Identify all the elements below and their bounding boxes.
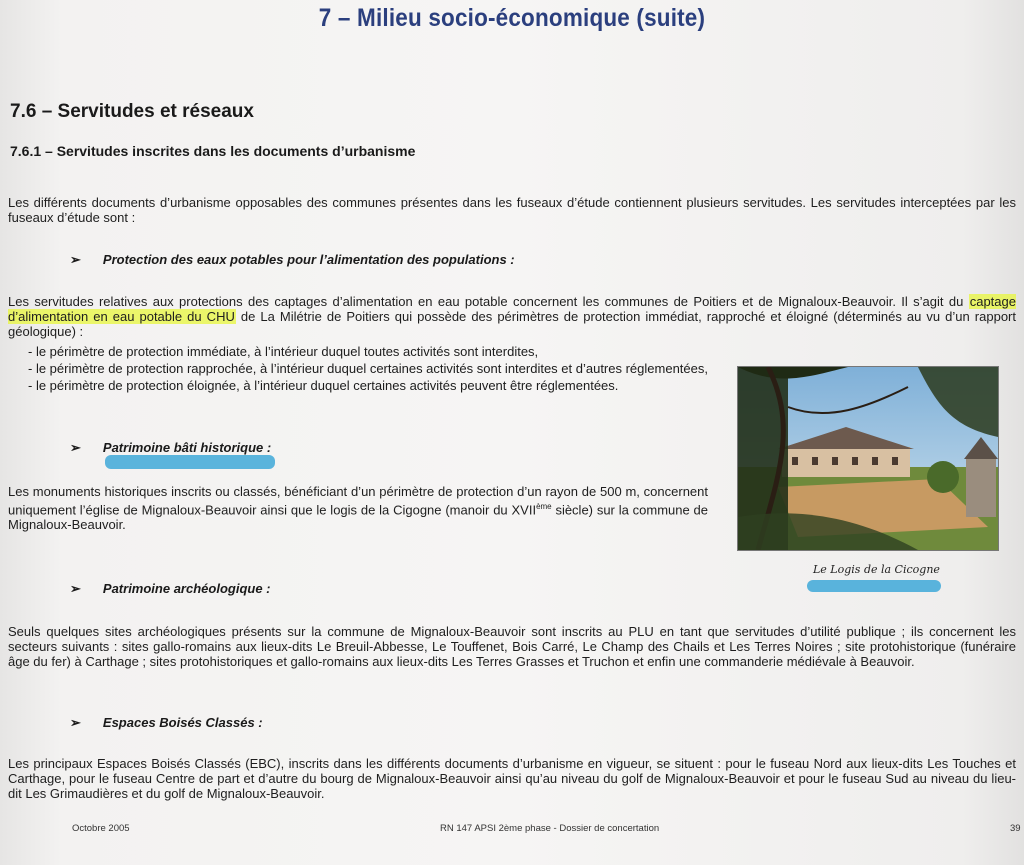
heading-protection-eaux: ➢ Protection des eaux potables pour l’alimentation des populations :: [70, 252, 515, 267]
yellow-highlight: captage d’alimentation en eau potable du CHU: [8, 294, 1016, 324]
intro-paragraph: Les différents documents d’urbanisme opposables des communes présentes dans les fuseaux d’étude contiennent plusieurs servitudes. Les servitudes interceptées par les fuseaux d’étude sont :: [8, 195, 1016, 225]
patrimoine-bati-paragraph: Les monuments historiques inscrits ou classés, bénéficiant d’un périmètre de protection d’un rayon de 500 m, concernent uniquement l’église de Mignaloux-Beauvoir ainsi que le logis de la Cigogne (manoir du XVIIème siècle) sur la commune de Mignaloux-Beauvoir.: [8, 484, 708, 533]
subsection-heading: 7.6.1 – Servitudes inscrites dans les documents d’urbanisme: [10, 143, 416, 159]
heading-espaces-boises: ➢ Espaces Boisés Classés :: [70, 715, 263, 730]
protection-perimeter-list: [28, 343, 728, 394]
list-item: - le périmètre de protection rapprochée, à l’intérieur duquel certaines activités sont interdites et d’autres réglementées,: [28, 360, 728, 377]
footer-page-number: 39: [1010, 823, 1021, 834]
heading-patrimoine-archeo: ➢ Patrimoine archéologique :: [70, 581, 271, 596]
photo-caption: Le Logis de la Cicogne: [813, 563, 940, 576]
arrow-bullet-icon: ➢: [70, 440, 81, 455]
protection-paragraph: Les servitudes relatives aux protections des captages d’alimentation en eau potable concernent les communes de Poitiers et de Mignaloux-Beauvoir. Il s’agit du captage d’alimentation en eau potable du CHU de La Milétrie de Poitiers qui possède des périmètres de protection immédiat, rapproché et éloigné (déterminés au vu d’un rapport géologique) :: [8, 294, 1016, 339]
blue-marker-underline-heading: [105, 455, 275, 469]
arrow-bullet-icon: ➢: [70, 581, 81, 596]
list-item: - le périmètre de protection éloignée, à l’intérieur duquel certaines activités peuvent être réglementées.: [28, 377, 728, 394]
patrimoine-archeo-paragraph: Seuls quelques sites archéologiques présents sur la commune de Mignaloux-Beauvoir sont inscrits au PLU en tant que servitudes d’utilité publique ; ils concernent les secteurs suivants : sites gallo-romains aux lieux-dits Le Breuil-Abbesse, Le Touffenet, Bois Carré, Le Champ des Chails et Les Terres Noires ; site protohistorique (funéraire âge du fer) à Carthage ; sites protohistoriques et gallo-romains aux lieux-dits Les Terres Grasses et Truchon et enfin une commanderie médiévale à Beauvoir.: [8, 624, 1016, 669]
footer-date: Octobre 2005: [72, 823, 130, 834]
list-item: - le périmètre de protection immédiate, à l’intérieur duquel toutes activités sont interdites,: [28, 343, 728, 360]
blue-marker-underline-caption: [807, 580, 941, 592]
manor-illustration: [738, 367, 998, 550]
logis-cigogne-photo: [737, 366, 999, 551]
espaces-boises-paragraph: Les principaux Espaces Boisés Classés (EBC), inscrits dans les différents documents d’urbanisme en vigueur, se situent : pour le fuseau Nord aux lieux-dits Les Touches et Carthage, pour le fuseau Centre de part et d’autre du bourg de Mignaloux-Beauvoir ainsi qu’au niveau du golf de Mignaloux-Beauvoir et pour le fuseau Sud au niveau du lieu-dit Les Grimaudières et du golf de Mignaloux-Beauvoir.: [8, 756, 1016, 801]
heading-patrimoine-bati: ➢ Patrimoine bâti historique :: [70, 440, 272, 455]
footer-document: RN 147 APSI 2ème phase - Dossier de concertation: [440, 823, 660, 834]
section-heading: 7.6 – Servitudes et réseaux: [10, 101, 254, 122]
arrow-bullet-icon: ➢: [70, 252, 81, 267]
arrow-bullet-icon: ➢: [70, 715, 81, 730]
page-title: 7 – Milieu socio-économique (suite): [318, 4, 706, 32]
